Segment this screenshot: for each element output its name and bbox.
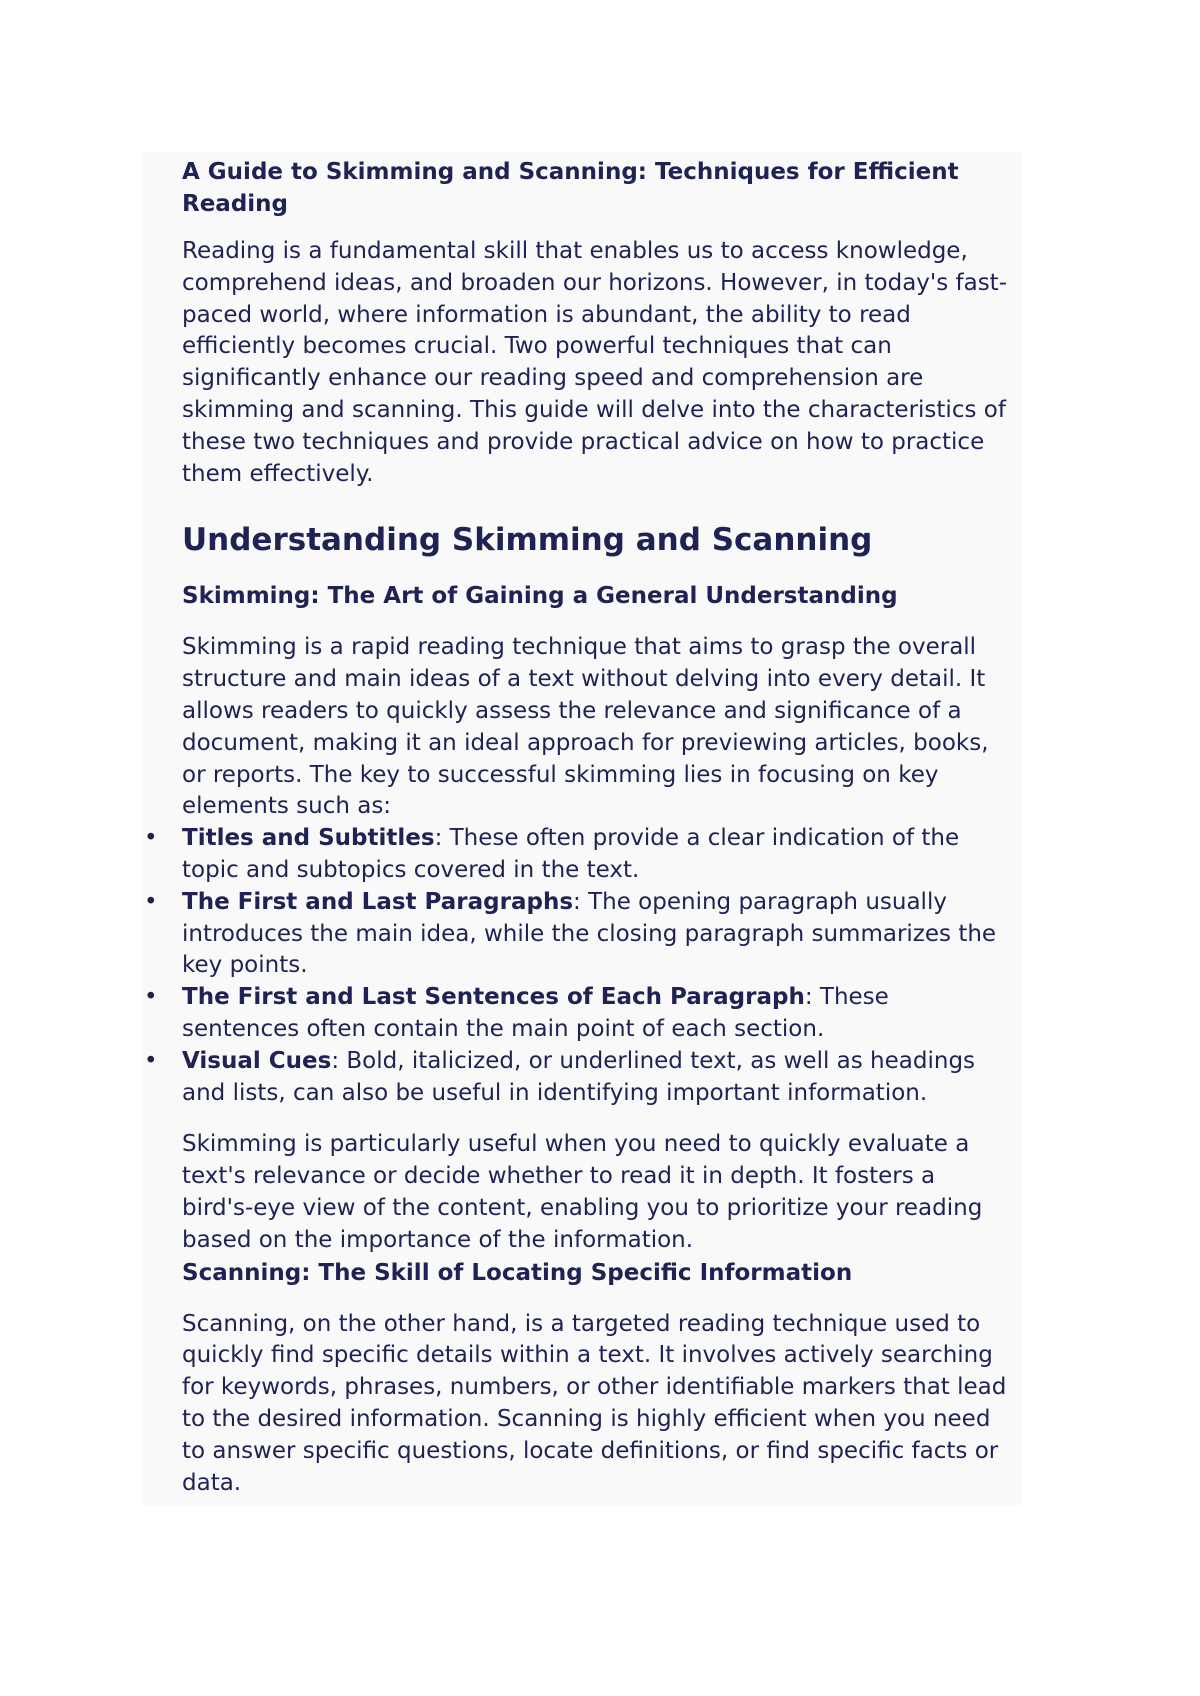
- bullet-icon: •: [144, 888, 158, 915]
- intro-paragraph: Reading is a fundamental skill that enables us to access knowledge, comprehend ideas, and broaden our horizons. However, in today's fast-paced world, where information is abundant, the ability to read efficiently becomes crucial. Two powerful techniques that can significantly enhance our reading speed and comprehension are skimming and scanning. This guide will delve into the characteristics of these two techniques and provide practical advice on how to practice them effectively.: [182, 238, 1008, 487]
- document-title: A Guide to Skimming and Scanning: Techniques for Efficient Reading: [182, 159, 959, 217]
- bullet-icon: •: [144, 1047, 158, 1074]
- list-item-term: The First and Last Sentences of Each Paragraph: [182, 984, 805, 1011]
- scanning-paragraph: Scanning, on the other hand, is a targeted reading technique used to quickly find specific details within a text. It involves actively searching for keywords, phrases, numbers, or other identifiable markers that lead to the desired information. Scanning is highly efficient when you need to answer specific questions, locate definitions, or find specific facts or data.: [182, 1310, 1007, 1496]
- bullet-icon: •: [144, 825, 158, 852]
- bullet-icon: •: [144, 984, 158, 1011]
- scanning-heading: Scanning: The Skill of Locating Specific Information: [182, 1259, 853, 1286]
- list-item-text: : Bold, italicized, or underlined text, as well as headings and lists, can also be useful in identifying important information.: [182, 1047, 976, 1106]
- list-item-text: : These often provide a clear indication of the topic and subtopics covered in the text.: [182, 825, 960, 883]
- skimming-heading: Skimming: The Art of Gaining a General Understanding: [182, 583, 898, 610]
- content-panel: [142, 152, 1022, 1505]
- list-item-term: Visual Cues: [182, 1047, 332, 1074]
- list-item-term: The First and Last Paragraphs: [182, 888, 574, 915]
- list-item-term: Titles and Subtitles: [182, 825, 435, 852]
- list-item-text: : These sentences often contain the main point of each section.: [182, 984, 889, 1042]
- list-item-text: : The opening paragraph usually introduces the main idea, while the closing paragraph summarizes the key points.: [182, 888, 997, 979]
- list-item: [144, 982, 1008, 1046]
- list-item: [144, 823, 1008, 887]
- skimming-closing-paragraph: Skimming is particularly useful when you need to quickly evaluate a text's relevance or decide whether to read it in depth. It fosters a bird's-eye view of the content, enabling you to prioritize your reading based on the importance of the information.: [182, 1131, 983, 1253]
- list-item: [144, 1046, 1008, 1110]
- skimming-paragraph: Skimming is a rapid reading technique that aims to grasp the overall structure and main ideas of a text without delving into every detail. It allows readers to quickly assess the relevance and significance of a document, making it an ideal approach for previewing articles, books, or reports. The key to successful skimming lies in focusing on key elements such as:: [182, 634, 989, 820]
- skimming-key-elements-list: [144, 823, 1008, 1109]
- list-item: [144, 887, 1008, 982]
- section-heading: Understanding Skimming and Scanning: [182, 522, 873, 559]
